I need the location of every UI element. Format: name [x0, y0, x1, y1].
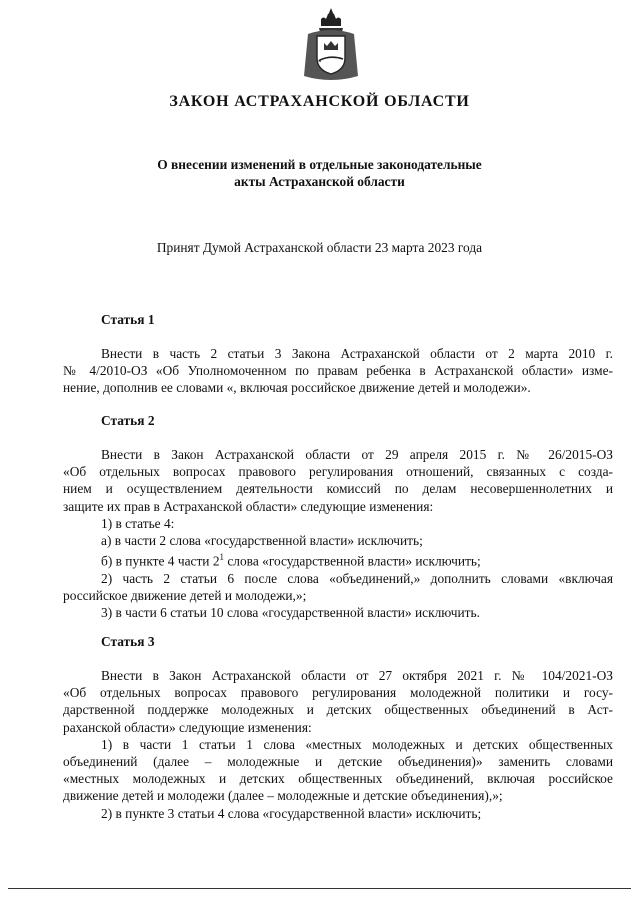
text-line: «Об отдельных вопросах правового регулирования отношений, связанных с созда- [63, 464, 613, 480]
page-bottom-rule [8, 888, 631, 889]
text-line: движение детей и молодежи (далее – молодежные и детские объединения),»; [63, 788, 503, 804]
text-fragment: слова «государственной власти» исключить; [224, 553, 481, 569]
text-line: нием и осуществлением деятельности комиссий по делам несовершеннолетних и [63, 481, 613, 497]
text-line: «Об отдельных вопросах правового регулирования молодежной политики и госу- [63, 685, 613, 701]
text-line [63, 549, 613, 570]
text-line: «местных молодежных и детских общественных объединений, включая российское [63, 771, 613, 787]
text-line: Внести в Закон Астраханской области от 27 октября 2021 г. № 104/2021-ОЗ [101, 668, 613, 683]
text-line: нение, дополнив ее словами «, включая российское движение детей и молодежи». [63, 380, 531, 396]
text-line: объединений (далее – молодежные и детские объединения)» заменить словами [63, 754, 613, 770]
law-subject-line: О внесении изменений в отдельные законодательные [157, 157, 482, 172]
text-line: 1) в статье 4: [101, 515, 175, 531]
adoption-statement: Принят Думой Астраханской области 23 марта 2023 года [156, 240, 483, 255]
article-2-text [63, 446, 613, 622]
text-line: Внести в часть 2 статьи 3 Закона Астраханской области от 2 марта 2010 г. [101, 346, 613, 361]
text-fragment: б) в пункте 4 части 2 [101, 553, 220, 569]
article-2-heading: Статья 2 [101, 413, 155, 428]
text-line: 2) часть 2 статьи 6 после слова «объединений,» дополнить словами «включая [101, 570, 613, 586]
text-line: 3) в части 6 статьи 10 слова «государственной власти» исключить. [101, 605, 480, 621]
article-1-heading: Статья 1 [101, 312, 155, 327]
text-line: 1) в части 1 статьи 1 слова «местных молодежных и детских общественных [101, 736, 613, 752]
text-line: Внести в Закон Астраханской области от 29 апреля 2015 г. № 26/2015-ОЗ [101, 447, 613, 462]
law-subject [0, 156, 639, 190]
law-title: ЗАКОН АСТРАХАНСКОЙ ОБЛАСТИ [169, 93, 470, 110]
superscript-index: 1 [219, 552, 225, 563]
text-line: защите их прав в Астраханской области» следующие изменения: [63, 498, 434, 514]
text-line: № 4/2010-ОЗ «Об Уполномоченном по правам ребенка в Астраханской области» изме- [63, 363, 613, 379]
coat-of-arms-emblem [300, 6, 362, 84]
text-line: раханской области» следующие изменения: [63, 719, 312, 735]
text-line: российское движение детей и молодежи,»; [63, 588, 307, 604]
text-line: 2) в пункте 3 статьи 4 слова «государственной власти» исключить; [101, 805, 482, 821]
article-1-text [63, 345, 613, 397]
article-3-text [63, 667, 613, 822]
text-line: а) в части 2 слова «государственной власти» исключить; [101, 533, 423, 549]
law-subject-line: акты Астраханской области [234, 174, 405, 189]
article-3-heading: Статья 3 [101, 634, 155, 649]
text-line: дарственной поддержке молодежных и детских общественных объединений в Аст- [63, 702, 613, 718]
